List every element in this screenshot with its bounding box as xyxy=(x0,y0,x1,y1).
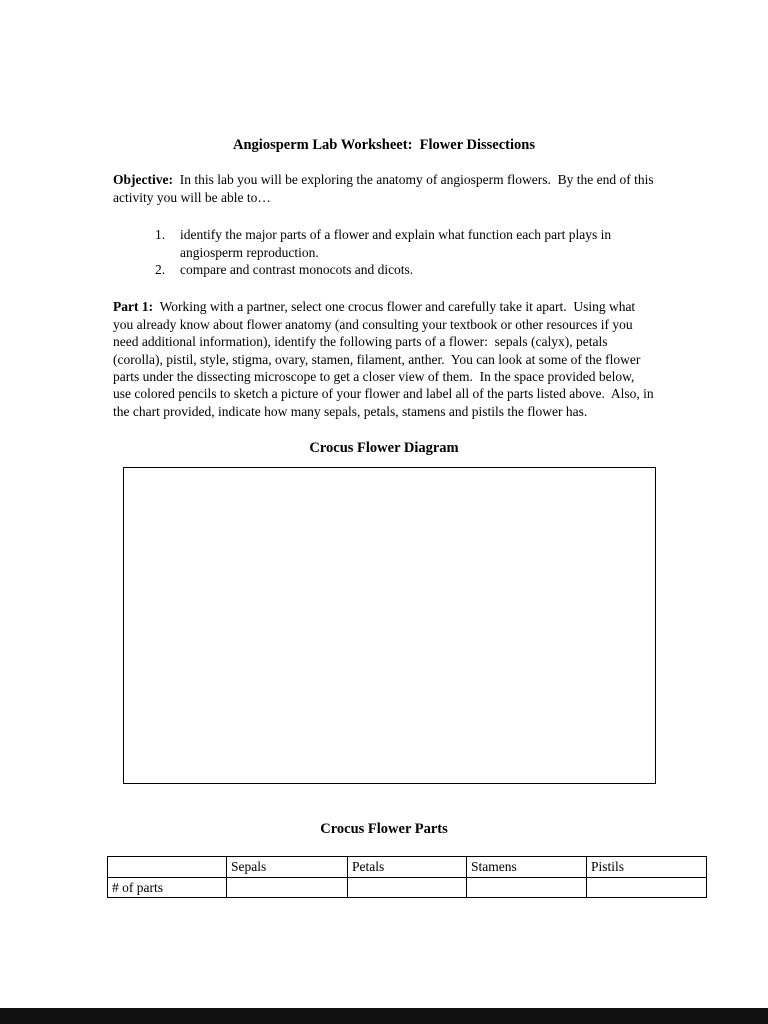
list-item-number: 2. xyxy=(155,262,166,278)
table-cell-sepals-count xyxy=(227,877,348,897)
objective-label: Objective: xyxy=(113,172,173,188)
page-title: Angiosperm Lab Worksheet: Flower Dissections xyxy=(233,137,535,153)
table-header-stamens: Stamens xyxy=(467,857,587,877)
page-content xyxy=(112,0,658,898)
table-header-pistils: Pistils xyxy=(587,857,707,877)
table-cell-stamens-count xyxy=(467,877,587,897)
viewer-bottom-bar xyxy=(0,1008,768,1024)
table-header-sepals: Sepals xyxy=(227,857,348,877)
objective-text: In this lab you will be exploring the anatomy of angiosperm flowers. By the end of this activity you will be able to… xyxy=(113,172,658,205)
diagram-drawing-box xyxy=(123,467,656,784)
list-item xyxy=(155,261,655,278)
table-header-petals: Petals xyxy=(348,857,467,877)
table-header-row xyxy=(108,857,707,877)
table-cell-pistils-count xyxy=(587,877,707,897)
list-item xyxy=(155,226,655,261)
part1-paragraph xyxy=(113,298,655,420)
table-row xyxy=(108,877,707,897)
part1-label: Part 1: xyxy=(113,299,154,315)
diagram-heading: Crocus Flower Diagram xyxy=(309,440,459,457)
list-item-text: identify the major parts of a flower and explain what function each part plays in angiosperm reproduction. xyxy=(180,227,615,260)
part1-text: Working with a partner, select one crocus flower and carefully take it apart. Using what you already know about flower anatomy (and consulting your textbook or other resources if you need additional information), identify the following parts of a flower: sepals (calyx), petals (corolla), pistil, style, stigma, ovary, stamen, filament, anther. You can look at some of the flower parts under the dissecting microscope to get a closer view of them. In the space provided below, use colored pencils to sketch a picture of your flower and label all of the parts listed above. Also, in the chart provided, indicate how many sepals, petals, stamens and pistils the flower has. xyxy=(113,299,657,419)
row-label-num-of-parts: # of parts xyxy=(108,877,227,897)
table-header-blank xyxy=(108,857,227,877)
flower-parts-table xyxy=(107,856,707,898)
parts-heading: Crocus Flower Parts xyxy=(320,820,448,837)
list-item-text: compare and contrast monocots and dicots. xyxy=(180,262,414,278)
list-item-number: 1. xyxy=(155,227,166,243)
table-cell-petals-count xyxy=(348,877,467,897)
objective-paragraph xyxy=(113,171,658,206)
objectives-list xyxy=(113,226,655,278)
